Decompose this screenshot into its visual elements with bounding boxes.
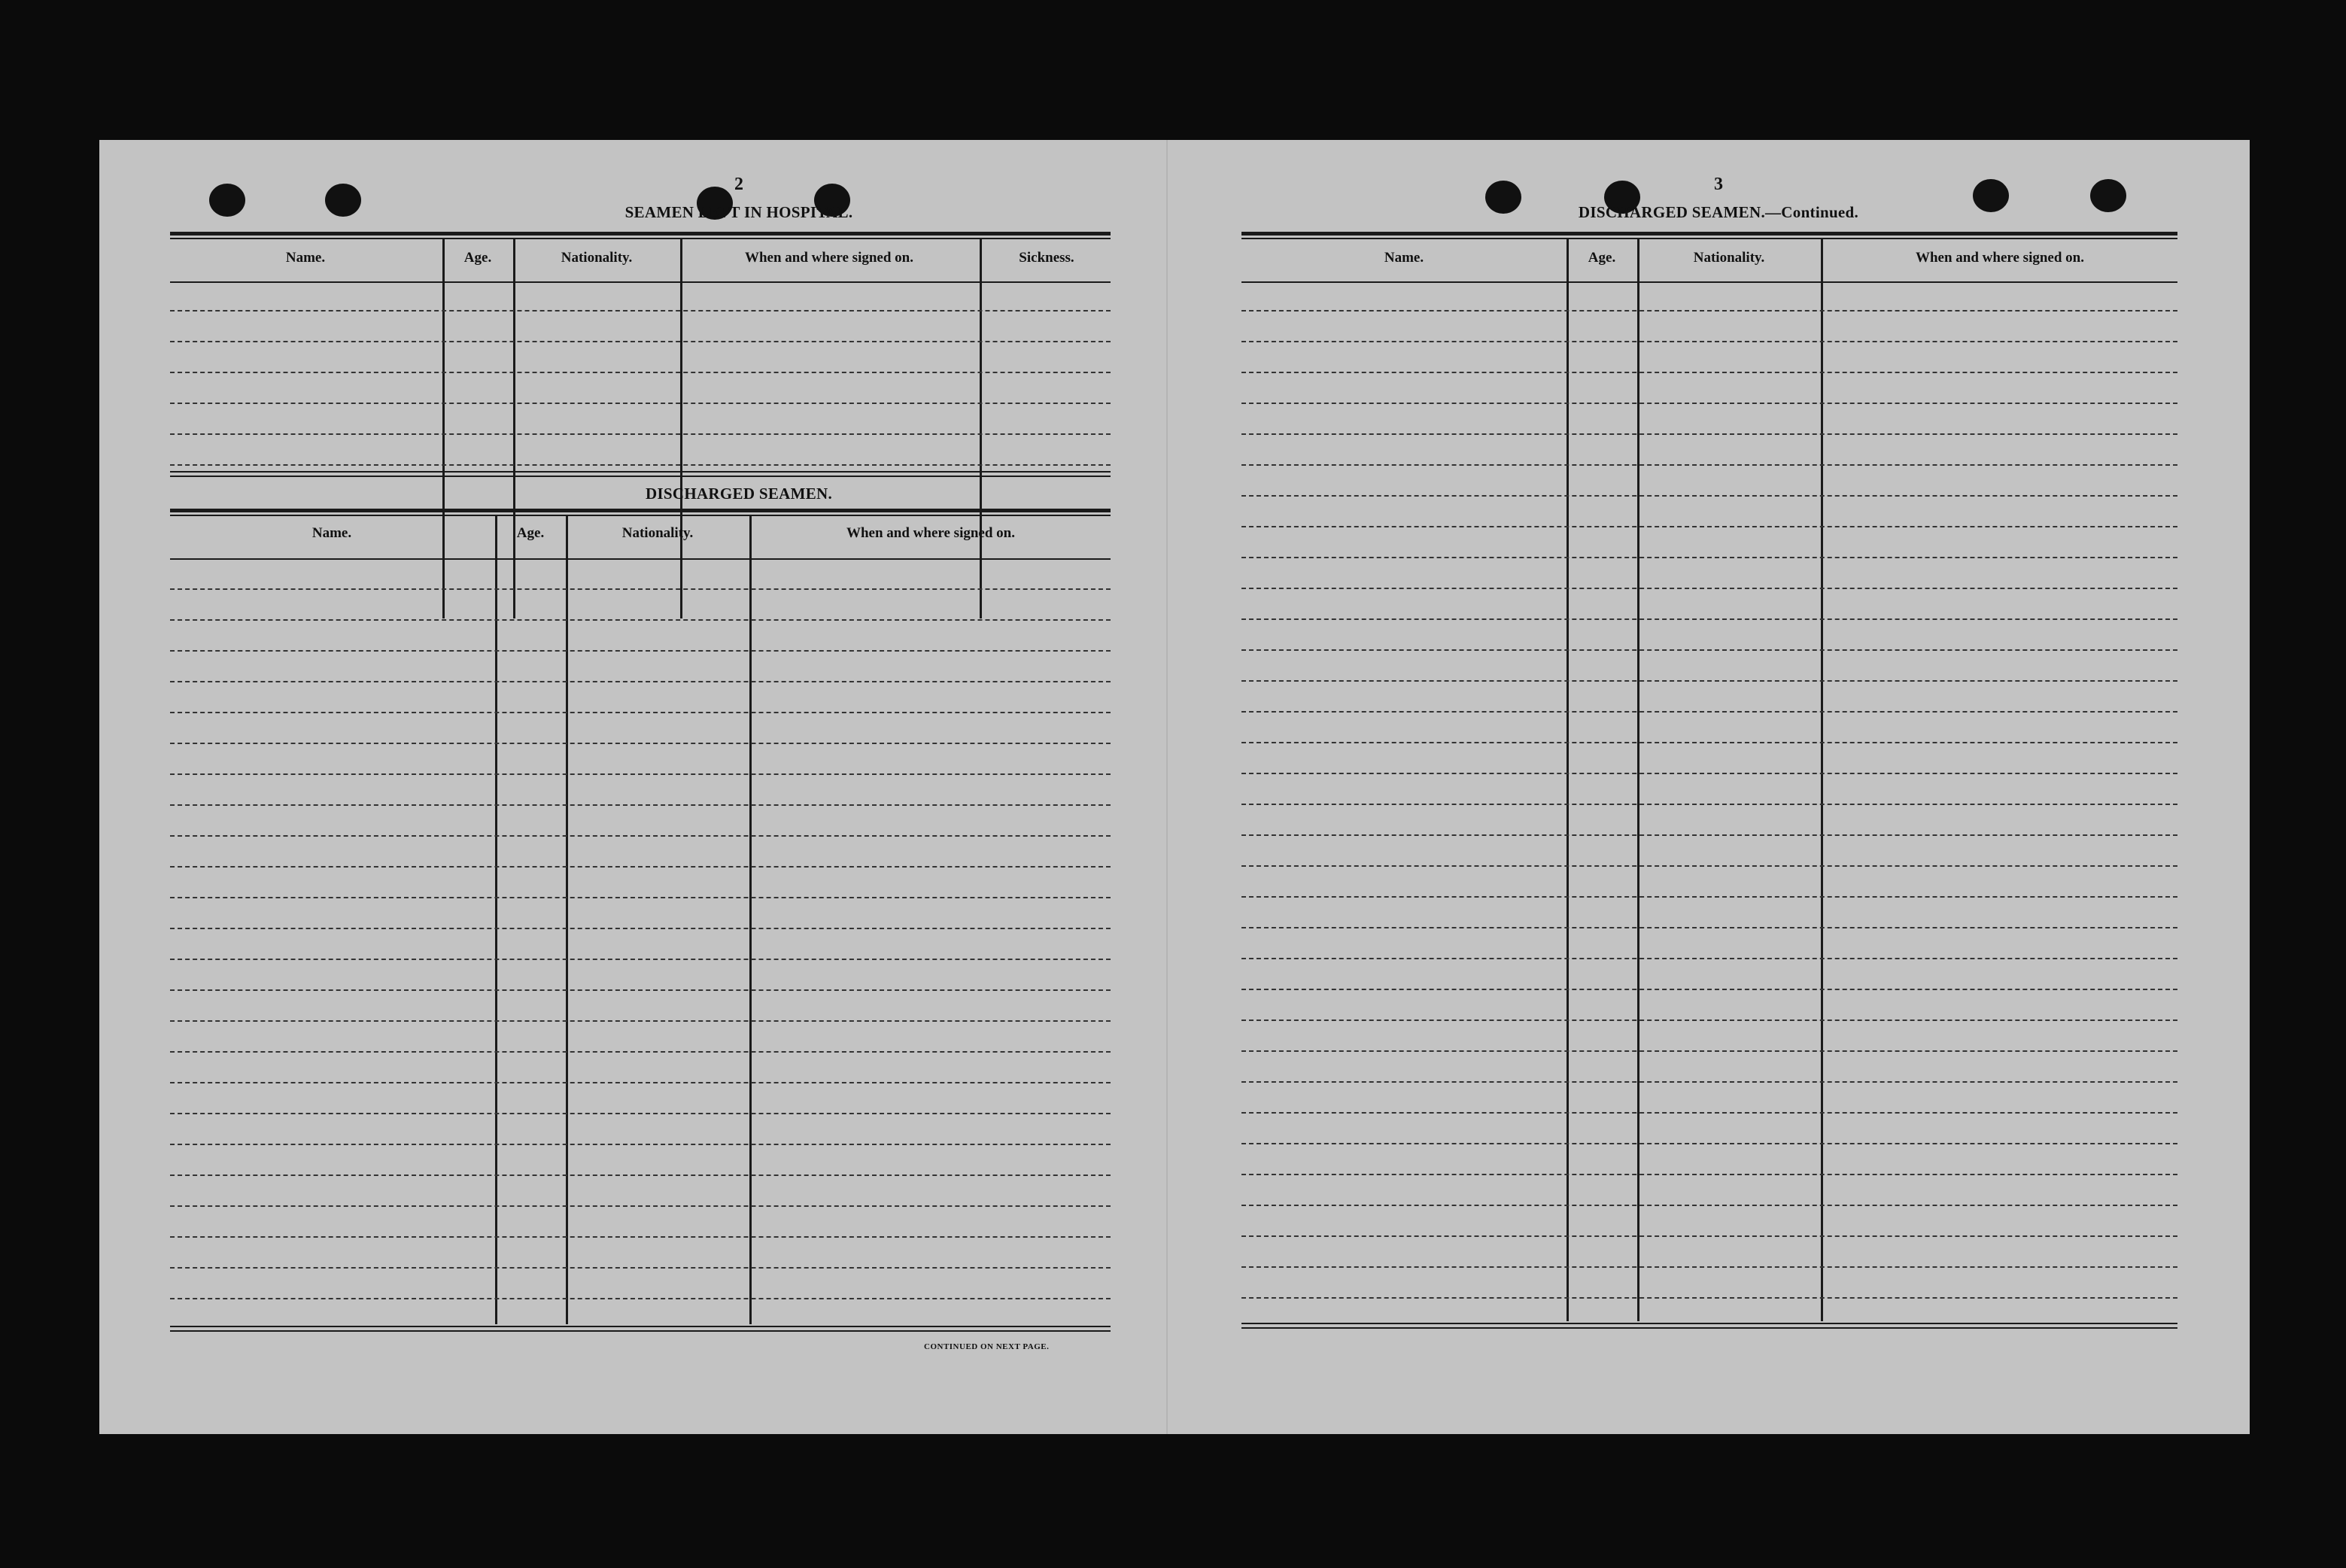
- blank-row-line: [170, 1174, 1111, 1176]
- column-rule: [749, 516, 752, 1324]
- blank-row-line: [1241, 989, 2177, 990]
- blank-row-line: [170, 372, 1111, 373]
- blank-row-line: [170, 712, 1111, 713]
- column-rule: [442, 239, 445, 618]
- blank-row-line: [1241, 1235, 2177, 1237]
- blank-row-line: [1241, 804, 2177, 805]
- punch-hole: [1973, 179, 2009, 212]
- blank-row-line: [1241, 1112, 2177, 1114]
- col-header-when-where: When and where signed on.: [846, 525, 1015, 541]
- blank-row-line: [1241, 773, 2177, 774]
- col-header-sickness: Sickness.: [1019, 250, 1074, 266]
- blank-row-line: [170, 464, 1111, 466]
- blank-row-line: [1241, 896, 2177, 898]
- column-rule: [680, 239, 682, 618]
- blank-row-line: [170, 341, 1111, 342]
- col-header-when-where: When and where signed on.: [744, 250, 913, 266]
- blank-row-line: [170, 1205, 1111, 1207]
- blank-row-line: [1241, 1050, 2177, 1052]
- blank-row-line: [1241, 1081, 2177, 1083]
- blank-row-line: [1241, 1266, 2177, 1268]
- discharged-continued-title: DISCHARGED SEAMEN.—Continued.: [1578, 203, 1859, 221]
- col-header-age: Age.: [516, 525, 545, 541]
- column-rule: [566, 516, 568, 1324]
- rule: [170, 509, 1111, 512]
- blank-row-line: [170, 743, 1111, 744]
- col-header-when-where: When and where signed on.: [1915, 250, 2084, 266]
- rule: [170, 238, 1111, 239]
- blank-row-line: [170, 989, 1111, 991]
- blank-row-line: [1241, 464, 2177, 466]
- blank-row-line: [1241, 680, 2177, 682]
- punch-hole: [325, 184, 361, 217]
- column-rule: [513, 239, 515, 618]
- blank-row-line: [1241, 1297, 2177, 1299]
- blank-row-line: [170, 804, 1111, 806]
- col-header-age: Age.: [1588, 250, 1616, 266]
- blank-row-line: [170, 1236, 1111, 1238]
- blank-row-line: [1241, 341, 2177, 342]
- hospital-section-title: SEAMEN LEFT IN HOSPITAL.: [624, 203, 853, 221]
- continued-note: CONTINUED ON NEXT PAGE.: [924, 1342, 1050, 1351]
- page-number: 2: [734, 175, 743, 194]
- column-rule: [1567, 239, 1569, 1321]
- rule: [170, 1330, 1111, 1332]
- blank-row-line: [170, 403, 1111, 404]
- blank-row-line: [170, 1082, 1111, 1083]
- punch-hole: [2090, 179, 2126, 212]
- blank-row-line: [1241, 742, 2177, 743]
- blank-row-line: [1241, 618, 2177, 620]
- blank-row-line: [1241, 557, 2177, 558]
- blank-row-line: [170, 897, 1111, 898]
- header-rule: [170, 281, 1111, 283]
- col-header-nationality: Nationality.: [1693, 250, 1765, 266]
- blank-row-line: [1241, 1143, 2177, 1144]
- blank-row-line: [170, 959, 1111, 960]
- blank-row-line: [1241, 649, 2177, 651]
- blank-row-line: [170, 773, 1111, 775]
- blank-row-line: [1241, 1174, 2177, 1175]
- blank-row-line: [170, 1113, 1111, 1114]
- blank-row-line: [1241, 403, 2177, 404]
- blank-row-line: [170, 619, 1111, 621]
- blank-row-line: [170, 835, 1111, 837]
- rule: [170, 1326, 1111, 1327]
- blank-row-line: [1241, 526, 2177, 527]
- rule: [170, 471, 1111, 473]
- header-rule: [1241, 281, 2177, 283]
- blank-row-line: [1241, 958, 2177, 959]
- header-rule: [170, 558, 1111, 560]
- blank-row-line: [1241, 433, 2177, 435]
- blank-row-line: [170, 866, 1111, 868]
- blank-row-line: [170, 433, 1111, 435]
- blank-row-line: [1241, 310, 2177, 311]
- punch-hole: [209, 184, 245, 217]
- rule: [1241, 1323, 2177, 1324]
- blank-row-line: [170, 1298, 1111, 1299]
- blank-row-line: [170, 1144, 1111, 1145]
- column-rule: [1637, 239, 1639, 1321]
- blank-row-line: [1241, 711, 2177, 713]
- form-sheet: [99, 140, 2250, 1434]
- blank-row-line: [1241, 1205, 2177, 1206]
- blank-row-line: [170, 310, 1111, 311]
- blank-row-line: [1241, 927, 2177, 928]
- blank-row-line: [170, 1267, 1111, 1269]
- rule: [1241, 232, 2177, 236]
- col-header-name: Name.: [311, 525, 352, 541]
- blank-row-line: [1241, 1020, 2177, 1021]
- blank-row-line: [170, 588, 1111, 590]
- rule: [1241, 1327, 2177, 1329]
- blank-row-line: [170, 928, 1111, 929]
- blank-row-line: [1241, 495, 2177, 497]
- blank-row-line: [170, 681, 1111, 682]
- col-header-name: Name.: [285, 250, 326, 266]
- rule: [170, 476, 1111, 477]
- col-header-nationality: Nationality.: [561, 250, 633, 266]
- blank-row-line: [1241, 588, 2177, 589]
- page-number: 3: [1714, 175, 1723, 194]
- discharged-section-title: DISCHARGED SEAMEN.: [645, 485, 833, 503]
- column-rule: [1821, 239, 1823, 1321]
- rule: [170, 515, 1111, 516]
- blank-row-line: [170, 650, 1111, 652]
- rule: [170, 232, 1111, 236]
- col-header-age: Age.: [463, 250, 492, 266]
- blank-row-line: [1241, 372, 2177, 373]
- col-header-nationality: Nationality.: [621, 525, 694, 541]
- blank-row-line: [170, 1051, 1111, 1053]
- blank-row-line: [170, 1020, 1111, 1022]
- blank-row-line: [1241, 865, 2177, 867]
- rule: [1241, 238, 2177, 239]
- column-rule: [980, 239, 982, 618]
- page-fold: [1166, 140, 1168, 1434]
- column-rule: [495, 516, 497, 1324]
- blank-row-line: [1241, 834, 2177, 836]
- col-header-name: Name.: [1384, 250, 1424, 266]
